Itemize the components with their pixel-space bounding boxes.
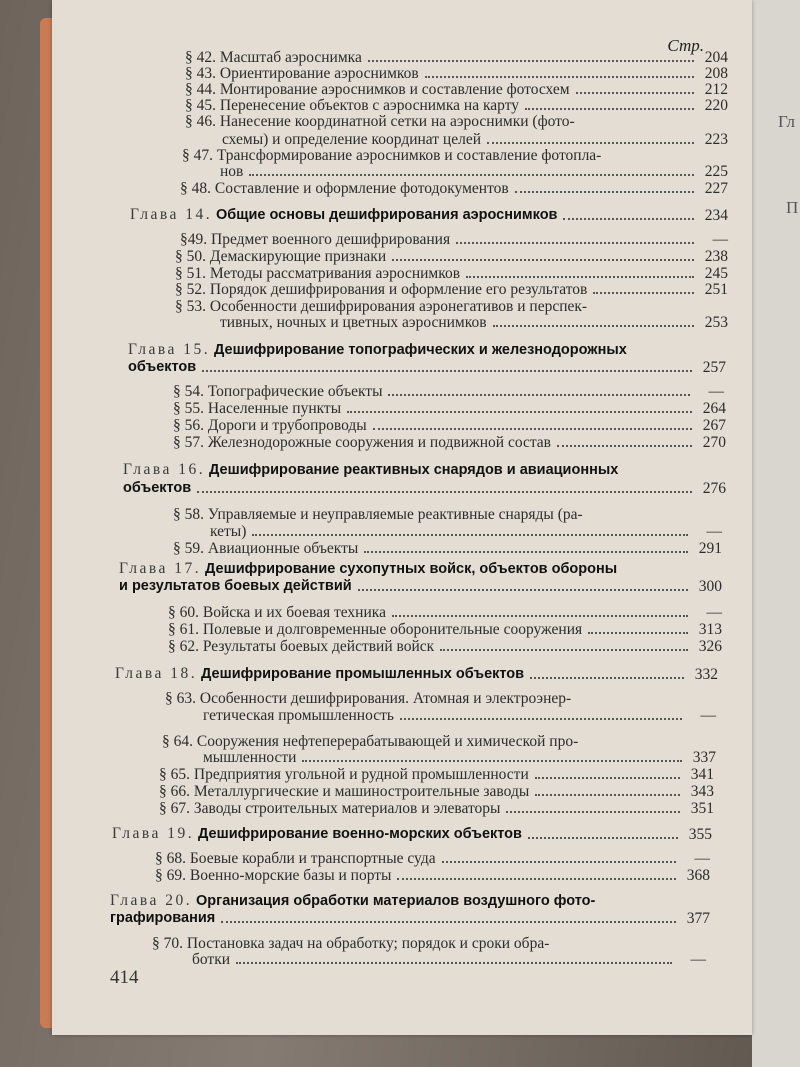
toc-page-number: 257	[702, 359, 726, 376]
toc-section-line	[175, 266, 728, 281]
dot-leader	[588, 632, 688, 634]
toc-chapter-line	[119, 578, 722, 594]
dot-leader	[236, 962, 672, 964]
toc-page-number: 351	[690, 800, 714, 817]
toc-section-line	[210, 524, 722, 539]
dot-leader	[252, 534, 688, 536]
section-title: § 51. Методы рассматривания аэроснимков	[175, 265, 461, 282]
section-title: § 53. Особенности дешифрирования аэронегативов и перспек-	[175, 298, 588, 315]
toc-entry-text	[112, 826, 522, 842]
dot-leader	[302, 760, 682, 762]
toc-entry-text	[162, 733, 578, 750]
toc-entry-text	[159, 801, 500, 816]
toc-page-number: 225	[704, 163, 728, 180]
dot-leader	[515, 191, 694, 193]
toc-entry-text	[165, 690, 571, 707]
toc-section-line	[168, 639, 722, 654]
toc-section-line	[185, 114, 575, 129]
dot-leader	[535, 777, 680, 779]
toc-entry-text	[152, 935, 549, 952]
toc-page-number: 300	[698, 578, 722, 595]
section-title: § 57. Железнодорожные сооружения и подвижной состав	[173, 434, 552, 451]
toc-entry-text	[173, 401, 341, 416]
toc-page-number: 208	[704, 65, 728, 82]
toc-entry-text	[185, 66, 419, 81]
section-title: кеты)	[210, 523, 247, 540]
toc-page-number: 291	[698, 540, 722, 557]
toc-section-line	[173, 384, 724, 399]
dot-leader	[373, 428, 692, 430]
dot-leader	[392, 615, 688, 617]
toc-section-line	[180, 181, 728, 196]
book-page	[52, 0, 752, 1035]
toc-entry-text	[110, 910, 215, 926]
toc-section-line	[162, 734, 578, 749]
toc-page-number: —	[690, 951, 706, 968]
toc-section-line	[175, 249, 728, 264]
toc-page-number: 223	[704, 131, 728, 148]
toc-entry-text	[222, 132, 481, 147]
section-title: § 44. Монтирование аэроснимков и составление фотосхем	[185, 81, 570, 98]
toc-entry-text	[220, 315, 487, 330]
dot-leader	[358, 589, 688, 591]
section-title: § 54. Топографические объекты	[173, 383, 383, 400]
section-title: § 64. Сооружения нефтеперерабатывающей и химической про-	[162, 733, 579, 750]
section-title: § 60. Войска и их боевая техника	[168, 604, 386, 621]
section-title: § 67. Заводы строительных материалов и элеваторы	[159, 800, 501, 817]
dot-leader	[347, 411, 692, 413]
toc-chapter-line	[128, 359, 726, 375]
toc-page-number: 253	[704, 314, 728, 331]
dot-leader	[593, 292, 694, 294]
toc-section-line	[155, 851, 710, 866]
dot-leader	[528, 837, 678, 839]
chapter-title: Общие основы дешифрирования аэроснимков	[216, 207, 558, 223]
toc-page-number: 264	[702, 400, 726, 417]
chapter-title: Дешифрирование промышленных объектов	[201, 666, 525, 682]
section-title: § 69. Военно-морские базы и порты	[155, 867, 392, 884]
section-title: § 50. Демаскирующие признаки	[175, 248, 387, 265]
toc-chapter-line	[115, 666, 718, 682]
dot-leader	[221, 921, 676, 923]
toc-chapter-line	[128, 342, 627, 358]
dot-leader	[364, 551, 688, 553]
toc-section-line	[185, 50, 728, 65]
toc-page-number: 227	[704, 180, 728, 197]
toc-entry-text	[220, 164, 243, 179]
chapter-title: Организация обработки материалов воздушного фото-	[196, 893, 596, 909]
toc-entry-text	[175, 298, 587, 315]
toc-entry-text	[182, 147, 601, 164]
toc-section-line	[175, 299, 587, 314]
toc-entry-text	[168, 639, 434, 654]
section-title: § 61. Полевые и долговременные оборонительные сооружения	[168, 621, 583, 638]
toc-section-line	[203, 708, 716, 723]
toc-page-number: 377	[686, 910, 710, 927]
toc-page-number: 234	[704, 207, 728, 224]
chapter-label: Глава 14.	[130, 206, 213, 223]
toc-entry-text	[185, 113, 575, 130]
chapter-label: Глава 15.	[128, 341, 211, 358]
adjacent-page-fragment: Гл	[778, 112, 796, 131]
toc-page-number: 245	[704, 265, 728, 282]
section-title: ботки	[192, 951, 231, 968]
toc-page-number: 212	[704, 81, 728, 98]
section-title: схемы) и определение координат целей	[222, 131, 482, 148]
section-title: § 52. Порядок дешифрирования и оформление его результатов	[175, 281, 588, 298]
toc-section-line	[220, 315, 728, 330]
chapter-title: графирования	[110, 910, 216, 926]
toc-section-line	[203, 750, 716, 765]
toc-page-number: 270	[702, 434, 726, 451]
section-title: § 48. Составление и оформление фотодокументов	[180, 180, 509, 197]
dot-leader	[493, 325, 694, 327]
dot-leader	[506, 811, 680, 813]
toc-chapter-line	[130, 207, 728, 223]
page-column-header: Стр.	[667, 36, 704, 55]
toc-page-number: 343	[690, 783, 714, 800]
chapter-title: объектов	[128, 359, 197, 375]
section-title: § 55. Населенные пункты	[173, 400, 342, 417]
toc-chapter-line	[123, 462, 618, 478]
toc-chapter-line	[119, 561, 617, 577]
dot-leader	[392, 259, 694, 261]
toc-section-line	[182, 148, 601, 163]
dot-leader	[563, 218, 694, 220]
toc-section-line	[185, 66, 728, 81]
dot-leader	[576, 92, 694, 94]
toc-page-number: 276	[702, 480, 726, 497]
toc-entry-text	[168, 605, 386, 620]
toc-page-number: 220	[704, 97, 728, 114]
toc-entry-text	[159, 784, 529, 799]
toc-section-line	[180, 232, 728, 247]
section-title: § 56. Дороги и трубопроводы	[173, 417, 367, 434]
chapter-label: Глава 20.	[110, 892, 193, 909]
section-title: § 58. Управляемые и неуправляемые реактивные снаряды (ра-	[173, 506, 583, 523]
toc-entry-text	[180, 232, 450, 247]
dot-leader	[397, 878, 676, 880]
page-number: 414	[110, 967, 139, 988]
toc-entry-text	[173, 418, 367, 433]
dot-leader	[425, 76, 694, 78]
toc-entry-text	[192, 952, 230, 967]
section-title: § 45. Перенесение объектов с аэроснимка на карту	[185, 97, 520, 114]
toc-page-number: 238	[704, 248, 728, 265]
dot-leader	[197, 491, 692, 493]
toc-section-line	[173, 435, 726, 450]
toc-section-line	[173, 401, 726, 416]
toc-entry-text	[175, 282, 587, 297]
toc-entry-text	[175, 266, 460, 281]
dot-leader	[456, 242, 694, 244]
section-title: § 59. Авиационные объекты	[173, 540, 359, 557]
section-title: § 43. Ориентирование аэроснимков	[185, 65, 419, 82]
toc-entry-text	[203, 708, 394, 723]
toc-entry-text	[119, 578, 352, 594]
toc-entry-text	[180, 181, 509, 196]
section-title: § 62. Результаты боевых действий войск	[168, 638, 435, 655]
chapter-title: и результатов боевых действий	[119, 578, 352, 594]
toc-entry-text	[203, 750, 296, 765]
dot-leader	[466, 276, 694, 278]
dot-leader	[442, 861, 676, 863]
chapter-title: Дешифрирование топографических и железнодорожных	[214, 342, 627, 358]
toc-page-number: —	[706, 523, 722, 540]
section-title: нов	[220, 163, 244, 180]
adjacent-page-fragment: П	[786, 198, 799, 217]
toc-page-number: 313	[698, 621, 722, 638]
section-title: мышленности	[203, 749, 297, 766]
toc-section-line	[159, 767, 714, 782]
toc-section-line	[185, 82, 728, 97]
dot-leader	[530, 677, 684, 679]
toc-entry-text	[173, 435, 551, 450]
dot-leader	[388, 394, 690, 396]
toc-page-number: —	[700, 707, 716, 724]
chapter-title: Дешифрирование реактивных снарядов и авиационных	[209, 462, 619, 478]
dot-leader	[487, 142, 694, 144]
toc-entry-text	[155, 851, 436, 866]
toc-page-number: 326	[698, 638, 722, 655]
chapter-title: объектов	[123, 480, 192, 496]
toc-chapter-line	[112, 826, 712, 842]
dot-leader	[368, 60, 694, 62]
toc-section-line	[173, 541, 722, 556]
adjacent-page	[752, 0, 800, 1067]
section-title: § 66. Металлургические и машиностроительные заводы	[159, 783, 530, 800]
toc-page-number: 251	[704, 281, 728, 298]
toc-entry-text	[173, 384, 382, 399]
dot-leader	[440, 649, 688, 651]
toc-entry-text	[115, 666, 524, 682]
toc-section-line	[155, 868, 710, 883]
toc-page-number: 355	[688, 826, 712, 843]
toc-chapter-line	[110, 893, 595, 909]
toc-entry-text	[119, 560, 617, 577]
table-of-contents	[52, 0, 752, 1035]
toc-page-number: —	[708, 383, 724, 400]
chapter-title: Дешифрирование сухопутных войск, объектов обороны	[205, 561, 618, 577]
toc-entry-text	[130, 207, 557, 223]
toc-section-line	[168, 605, 722, 620]
toc-page-number: —	[694, 850, 710, 867]
toc-entry-text	[155, 868, 391, 883]
toc-section-line	[185, 98, 728, 113]
section-title: § 68. Боевые корабли и транспортные суда	[155, 850, 436, 867]
section-title: гетическая промышленность	[203, 707, 394, 724]
chapter-label: Глава 17.	[119, 560, 202, 577]
toc-entry-text	[128, 359, 196, 375]
section-title: §49. Предмет военного дешифрирования	[180, 231, 451, 248]
toc-entry-text	[185, 50, 362, 65]
toc-page-number: 267	[702, 417, 726, 434]
toc-entry-text	[110, 892, 595, 909]
toc-section-line	[222, 132, 728, 147]
toc-page-number: 341	[690, 766, 714, 783]
section-title: § 46. Нанесение координатной сетки на аэроснимки (фото-	[185, 113, 575, 130]
chapter-title: Дешифрирование военно-морских объектов	[198, 826, 522, 842]
toc-entry-text	[159, 767, 529, 782]
toc-entry-text	[185, 98, 519, 113]
section-title: § 47. Трансформирование аэроснимков и составление фотопла-	[182, 147, 602, 164]
toc-section-line	[165, 691, 571, 706]
chapter-label: Глава 19.	[112, 825, 195, 842]
chapter-label: Глава 16.	[123, 461, 206, 478]
toc-entry-text	[128, 341, 627, 358]
toc-section-line	[173, 418, 726, 433]
toc-section-line	[152, 936, 549, 951]
toc-entry-text	[185, 82, 570, 97]
toc-section-line	[220, 164, 728, 179]
dot-leader	[535, 794, 680, 796]
toc-entry-text	[173, 541, 358, 556]
toc-page-number: 368	[686, 867, 710, 884]
toc-entry-text	[210, 524, 246, 539]
toc-section-line	[173, 507, 583, 522]
section-title: § 42. Масштаб аэроснимка	[185, 49, 362, 66]
toc-section-line	[192, 952, 706, 967]
toc-entry-text	[123, 480, 191, 496]
section-title: § 70. Постановка задач на обработку; порядок и сроки обра-	[152, 935, 550, 952]
toc-entry-text	[168, 622, 582, 637]
dot-leader	[557, 445, 692, 447]
toc-chapter-line	[110, 910, 710, 926]
section-title: тивных, ночных и цветных аэроснимков	[220, 314, 487, 331]
toc-entry-text	[173, 506, 583, 523]
toc-section-line	[168, 622, 722, 637]
dot-leader	[525, 108, 694, 110]
dot-leader	[202, 370, 692, 372]
section-title: § 65. Предприятия угольной и рудной промышленности	[159, 766, 529, 783]
chapter-label: Глава 18.	[115, 665, 198, 682]
toc-section-line	[159, 801, 714, 816]
section-title: § 63. Особенности дешифрирования. Атомная и электроэнер-	[165, 690, 572, 707]
toc-page-number: 332	[694, 666, 718, 683]
dot-leader	[400, 718, 682, 720]
toc-entry-text	[123, 461, 618, 478]
toc-page-number: —	[712, 231, 728, 248]
toc-chapter-line	[123, 480, 726, 496]
toc-page-number: —	[706, 604, 722, 621]
toc-section-line	[159, 784, 714, 799]
toc-section-line	[175, 282, 728, 297]
toc-page-number: 337	[692, 749, 716, 766]
toc-page-number: 204	[704, 49, 728, 66]
dot-leader	[249, 174, 694, 176]
toc-entry-text	[175, 249, 386, 264]
